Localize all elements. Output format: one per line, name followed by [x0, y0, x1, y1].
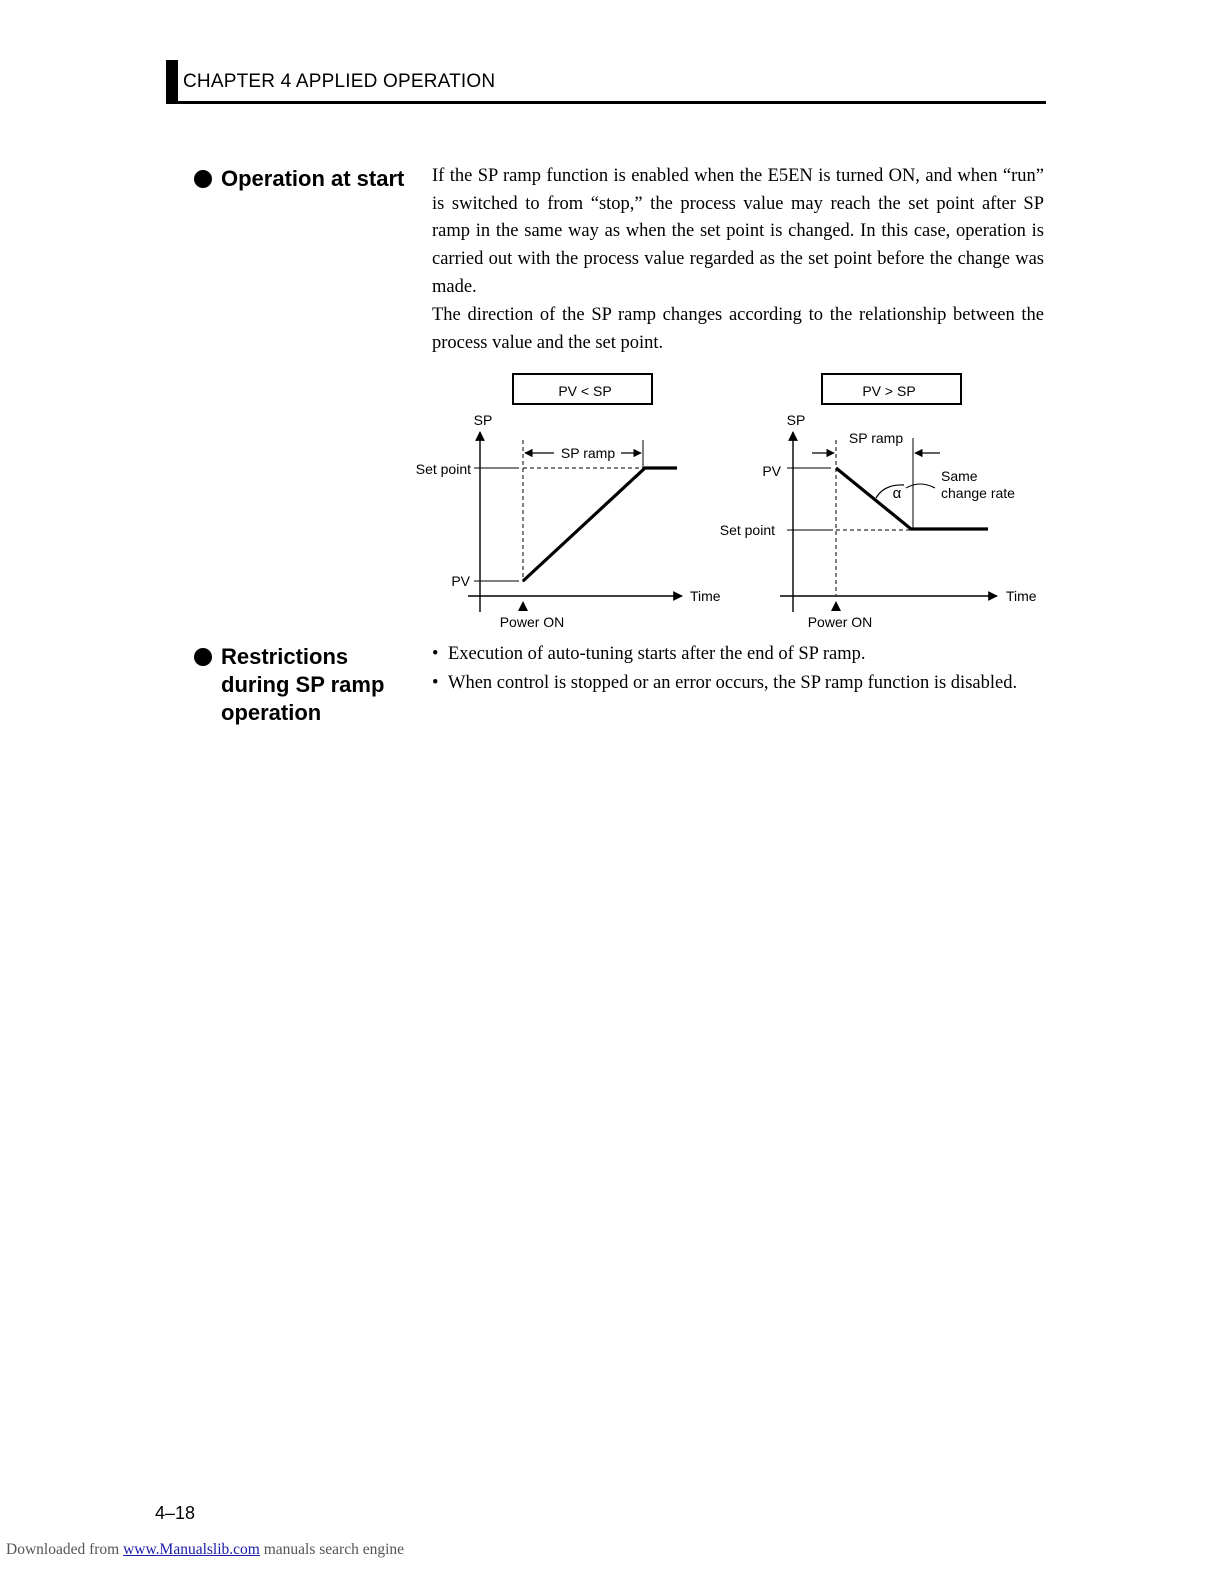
left-ramp-curve: [523, 468, 677, 581]
heading-text: Operation at start: [221, 166, 405, 191]
footer-suffix: manuals search engine: [259, 1541, 405, 1558]
left-y-axis-label: SP: [473, 412, 493, 428]
restrictions-list: [432, 641, 1044, 699]
right-angle-arc: [876, 485, 904, 498]
bullet-dot-icon: •: [432, 644, 439, 664]
right-callout-line2: change rate: [941, 485, 1015, 501]
paragraph-operation-1: If the SP ramp function is enabled when the E5EN is turned ON, and when “run” is switched to from “stop,” the process value may reach the set point after SP ramp in the same way as when the set point is changed. In this case, operation is carried out with the process value regarded as the set point before the change was made.: [432, 166, 1044, 297]
right-sp-ramp-label: SP ramp: [848, 430, 904, 446]
right-power-on-label: Power ON: [807, 614, 873, 630]
diagram-left-title: PV < SP: [558, 383, 612, 399]
right-power-on-marker-icon: [831, 601, 841, 611]
list-item-text: Execution of auto-tuning starts after the end of SP ramp.: [448, 644, 866, 664]
left-pv-label: PV: [451, 573, 470, 589]
right-setpoint-label: Set point: [719, 522, 775, 538]
right-ramp-curve: [836, 468, 988, 529]
right-angle-label: α: [892, 485, 902, 502]
download-footer: [6, 1541, 404, 1559]
right-pv-label: PV: [762, 463, 781, 479]
page-number: 4–18: [155, 1503, 196, 1523]
paragraph-operation-2: The direction of the SP ramp changes according to the relationship between the process value and the set point.: [432, 305, 1044, 353]
right-y-axis-label: SP: [786, 412, 806, 428]
list-item: [432, 641, 1044, 667]
chapter-header: [166, 60, 1046, 104]
heading-bullet-icon: [194, 170, 212, 188]
chapter-marker-bar: [166, 60, 178, 104]
right-callout-leader: [906, 484, 935, 488]
heading-line-1: Restrictions: [221, 644, 349, 669]
list-item-text: When control is stopped or an error occurs, the SP ramp function is disabled.: [448, 673, 1018, 693]
left-power-on-marker-icon: [518, 601, 528, 611]
diagram-pv-greater-than-sp: [720, 374, 1037, 630]
header-rule: [166, 101, 1046, 104]
diagram-pv-less-than-sp: [416, 374, 721, 630]
left-setpoint-label: Set point: [415, 461, 471, 477]
heading-bullet-icon: [194, 648, 212, 666]
right-callout-line1: Same: [941, 468, 978, 484]
footer-prefix: Downloaded from: [6, 1541, 124, 1558]
manualslib-link[interactable]: www.Manualslib.com: [123, 1541, 260, 1558]
left-power-on-label: Power ON: [499, 614, 565, 630]
left-sp-ramp-label: SP ramp: [560, 445, 616, 461]
diagram-right-title-box: [822, 374, 961, 404]
diagram-right-title: PV > SP: [862, 383, 916, 399]
heading-line-3: operation: [221, 700, 322, 725]
chapter-title: CHAPTER 4 APPLIED OPERATION: [183, 71, 496, 92]
heading-line-2: during SP ramp: [221, 672, 385, 697]
list-item: [432, 670, 1044, 696]
bullet-dot-icon: •: [432, 673, 439, 693]
left-x-axis-label: Time: [690, 588, 721, 604]
right-x-axis-label: Time: [1006, 588, 1037, 604]
diagram-left-title-box: [513, 374, 652, 404]
